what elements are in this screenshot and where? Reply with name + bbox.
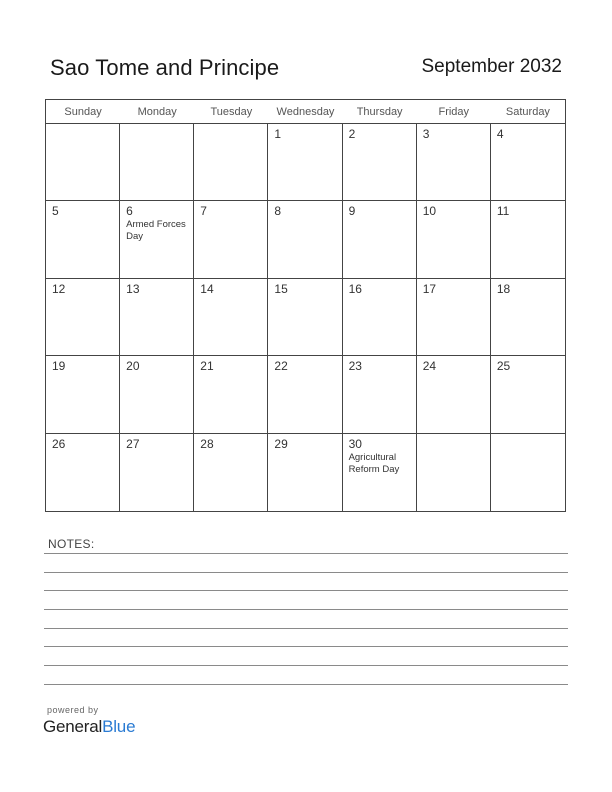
- day-number: 21: [200, 359, 214, 374]
- day-cell: [194, 124, 268, 201]
- weekday-tuesday: Tuesday: [210, 106, 253, 118]
- day-cell: [46, 124, 120, 201]
- day-number: 5: [52, 204, 59, 219]
- day-cell: [343, 124, 417, 201]
- day-cell: [46, 279, 120, 356]
- day-number: 15: [274, 281, 288, 296]
- weekday-saturday: Saturday: [505, 106, 550, 118]
- day-number: 2: [348, 127, 356, 141]
- day-number: 13: [126, 281, 140, 296]
- day-cell: [343, 434, 417, 511]
- day-cell: [417, 356, 491, 433]
- weekday-monday: Monday: [137, 106, 177, 118]
- day-cell: [268, 356, 342, 433]
- note-line: [44, 609, 568, 610]
- day-number: 7: [200, 204, 207, 219]
- day-cell: [491, 279, 565, 356]
- note-line: [44, 590, 568, 591]
- notes-label: NOTES:: [48, 537, 95, 551]
- day-cell: [343, 279, 417, 356]
- day-cell: [268, 201, 342, 278]
- note-line: [44, 553, 568, 554]
- generalblue-logo[interactable]: [43, 717, 135, 737]
- day-cell: [46, 356, 120, 433]
- day-number: 8: [274, 204, 282, 219]
- day-cell: [268, 279, 342, 356]
- day-number: 9: [348, 204, 356, 219]
- day-cell: [491, 434, 565, 511]
- day-number: 4: [496, 127, 504, 141]
- day-number: 6: [126, 204, 133, 219]
- brand-general-text: General: [43, 717, 103, 736]
- note-line: [44, 646, 568, 647]
- calendar-grid: [45, 99, 566, 512]
- day-number: 20: [126, 359, 140, 374]
- day-cell: [194, 279, 268, 356]
- day-cell: [194, 356, 268, 433]
- weekday-friday: Friday: [438, 106, 470, 118]
- day-number: 25: [496, 359, 511, 374]
- brand-blue-text: Blue: [102, 717, 136, 736]
- day-cell: [417, 279, 491, 356]
- weekday-header-row: [46, 100, 565, 124]
- day-number: 19: [52, 359, 66, 374]
- calendar-country-title: Sao Tome and Principe: [50, 55, 280, 80]
- day-cell: [194, 434, 268, 511]
- weekday-thursday: Thursday: [356, 106, 403, 118]
- note-line: [44, 572, 568, 573]
- calendar-month-title: September 2032: [421, 56, 562, 77]
- day-cell: [268, 434, 342, 511]
- day-number: 27: [126, 436, 140, 451]
- powered-by-text: powered by: [47, 705, 99, 715]
- day-number: 29: [274, 436, 288, 451]
- day-cell: [343, 356, 417, 433]
- day-cell: [417, 124, 491, 201]
- note-line: [44, 628, 568, 629]
- day-number: 23: [348, 359, 362, 374]
- day-number: 12: [52, 281, 66, 296]
- day-number: 10: [422, 204, 437, 219]
- holiday-label: Agricultural Reform Day: [348, 451, 400, 475]
- day-number: 30: [348, 436, 362, 451]
- day-cell: [491, 124, 565, 201]
- day-cell: [194, 201, 268, 278]
- day-cell: [120, 279, 194, 356]
- day-number: 11: [496, 204, 510, 219]
- day-cell: [120, 434, 194, 511]
- holiday-label: Armed Forces Day: [126, 219, 186, 243]
- day-cell: [417, 201, 491, 278]
- note-line: [44, 684, 568, 685]
- weekday-wednesday: Wednesday: [276, 106, 335, 118]
- day-number: 1: [274, 127, 282, 141]
- day-cell: [491, 201, 565, 278]
- day-number: 3: [422, 127, 430, 141]
- day-number: 24: [422, 359, 437, 374]
- note-line: [44, 665, 568, 666]
- day-cell: [120, 124, 194, 201]
- day-cell: [46, 434, 120, 511]
- day-cell: [417, 434, 491, 511]
- day-cell: [120, 201, 194, 278]
- day-number: 26: [52, 436, 66, 451]
- day-number: 22: [274, 359, 288, 374]
- day-cell: [491, 356, 565, 433]
- day-number: 14: [200, 281, 214, 296]
- day-cell: [343, 201, 417, 278]
- calendar-weeks: [46, 124, 565, 511]
- day-cell: [46, 201, 120, 278]
- day-cell: [268, 124, 342, 201]
- day-number: 28: [200, 436, 214, 451]
- day-number: 18: [496, 281, 511, 296]
- day-number: 17: [422, 281, 437, 296]
- day-cell: [120, 356, 194, 433]
- day-number: 16: [348, 281, 362, 296]
- weekday-sunday: Sunday: [64, 106, 102, 118]
